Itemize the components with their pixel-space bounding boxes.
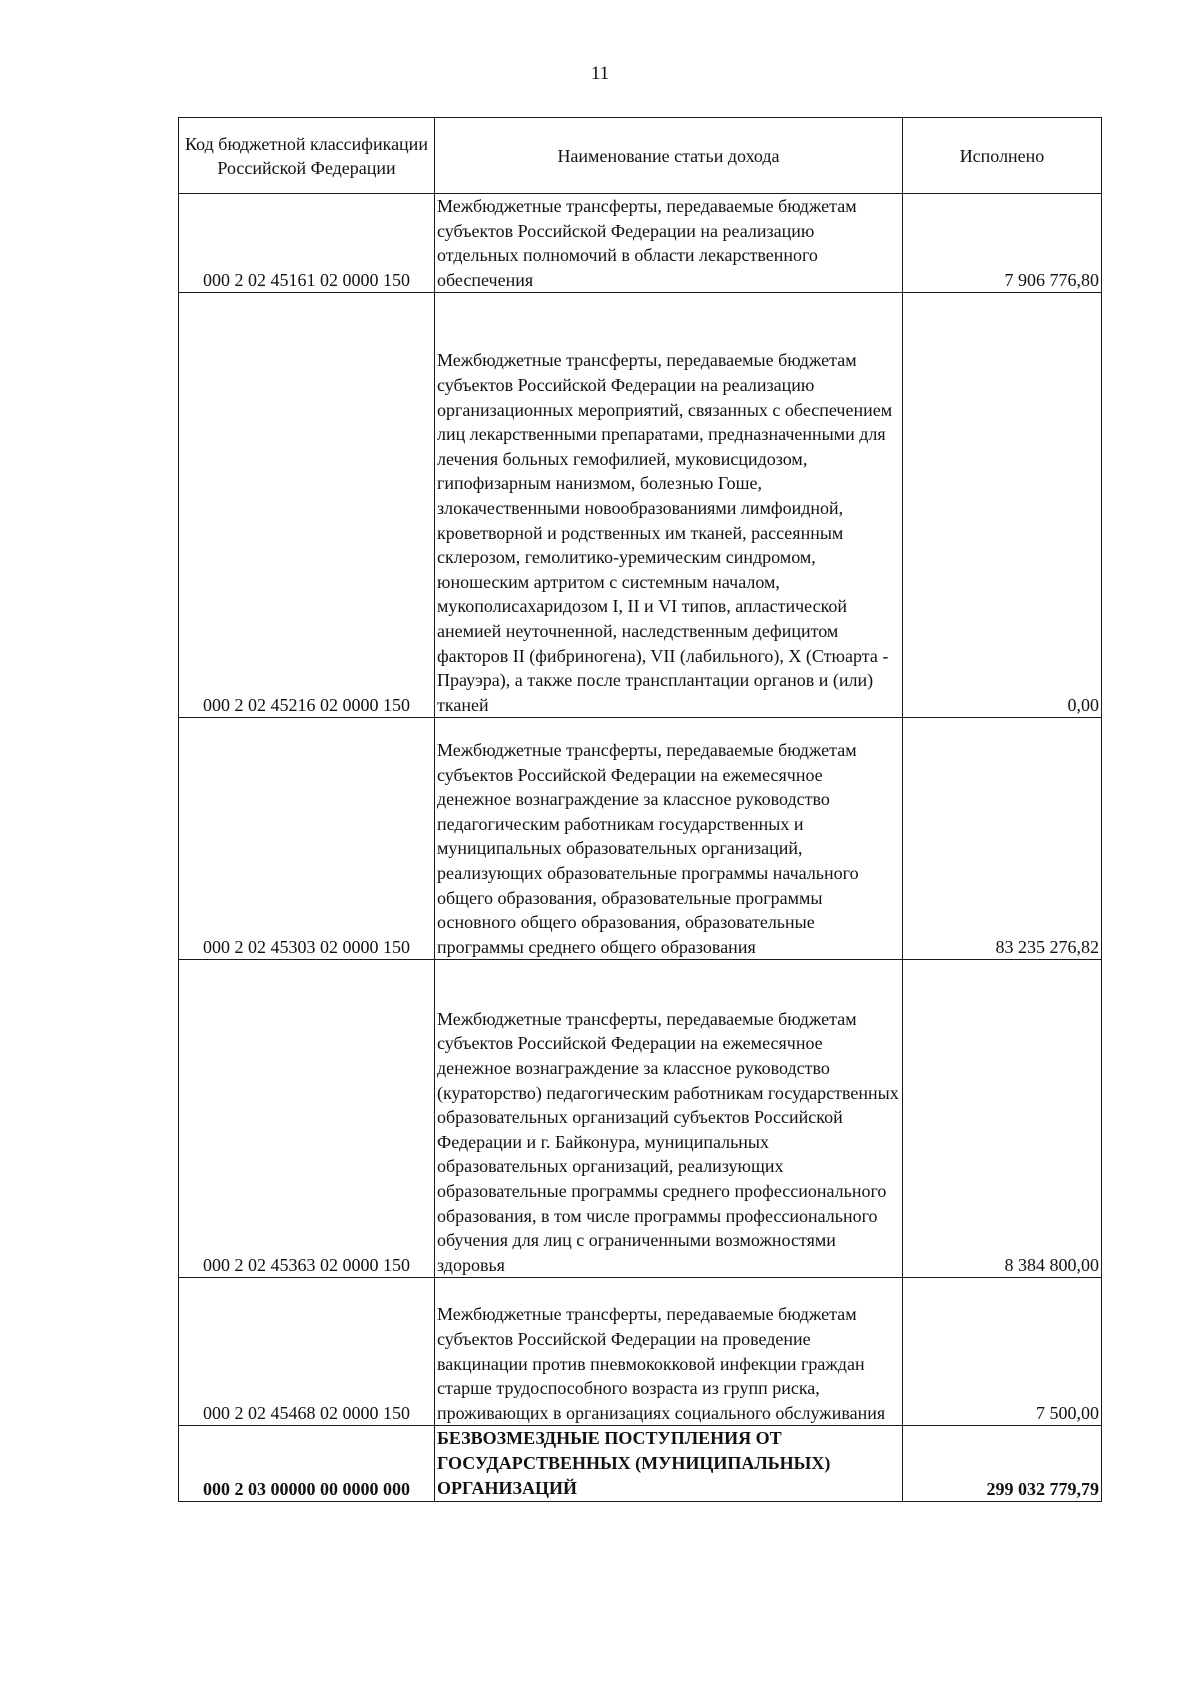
revenue-table [178,117,1102,1502]
header-executed: Исполнено [903,118,1102,194]
header-code: Код бюджетной классификации Российской Федерации [179,118,435,194]
row-name: Межбюджетные трансферты, передаваемые бюджетам субъектов Российской Федерации на ежемесячное денежное вознаграждение за классное руководство (кураторство) педагогическим работникам государственных образовательных организаций субъектов Российской Федерации и г. Байконура, муниципальных образовательных организаций, реализующих образовательные программы среднего профессионального образования, в том числе программы профессионального обучения для лиц с ограниченными возможностями здоровья [435,960,903,1278]
row-code: 000 2 02 45303 02 0000 150 [179,718,435,960]
row-name: Межбюджетные трансферты, передаваемые бюджетам субъектов Российской Федерации на реализацию организационных мероприятий, связанных с обеспечением лиц лекарственными препаратами, предназначенными для лечения больных гемофилией, муковисцидозом, гипофизарным нанизмом, болезнью Гоше, злокачественными новообразованиями лимфоидной, кроветворной и родственных им тканей, рассеянным склерозом, гемолитико-уремическим синдромом, юношеским артритом с системным началом, мукополисахаридозом I, II и VI типов, апластической анемией неуточненной, наследственным дефицитом факторов II (фибриногена), VII (лабильного), X (Стюарта - Прауэра), а также после трансплантации органов и (или) тканей [435,293,903,718]
row-name: БЕЗВОЗМЕЗДНЫЕ ПОСТУПЛЕНИЯ ОТ ГОСУДАРСТВЕННЫХ (МУНИЦИПАЛЬНЫХ) ОРГАНИЗАЦИЙ [435,1426,903,1502]
header-name: Наименование статьи дохода [435,118,903,194]
row-executed: 8 384 800,00 [903,960,1102,1278]
row-executed: 299 032 779,79 [903,1426,1102,1502]
row-code: 000 2 02 45363 02 0000 150 [179,960,435,1278]
table-row-total [179,1426,1102,1502]
table-header-row [179,118,1102,194]
page-number: 11 [590,63,610,84]
table-row [179,960,1102,1278]
row-code: 000 2 02 45216 02 0000 150 [179,293,435,718]
row-code: 000 2 02 45161 02 0000 150 [179,194,435,293]
row-code: 000 2 03 00000 00 0000 000 [179,1426,435,1502]
row-executed: 7 906 776,80 [903,194,1102,293]
row-name: Межбюджетные трансферты, передаваемые бюджетам субъектов Российской Федерации на реализацию отдельных полномочий в области лекарственного обеспечения [435,194,903,293]
table-row [179,1278,1102,1426]
row-name: Межбюджетные трансферты, передаваемые бюджетам субъектов Российской Федерации на проведение вакцинации против пневмококковой инфекции граждан старше трудоспособного возраста из групп риска, проживающих в организациях социального обслуживания [435,1278,903,1426]
row-executed: 0,00 [903,293,1102,718]
table-row [179,194,1102,293]
row-executed: 83 235 276,82 [903,718,1102,960]
row-executed: 7 500,00 [903,1278,1102,1426]
table-row [179,293,1102,718]
row-code: 000 2 02 45468 02 0000 150 [179,1278,435,1426]
table-row [179,718,1102,960]
row-name: Межбюджетные трансферты, передаваемые бюджетам субъектов Российской Федерации на ежемесячное денежное вознаграждение за классное руководство педагогическим работникам государственных и муниципальных образовательных организаций, реализующих образовательные программы начального общего образования, образовательные программы основного общего образования, образовательные программы среднего общего образования [435,718,903,960]
